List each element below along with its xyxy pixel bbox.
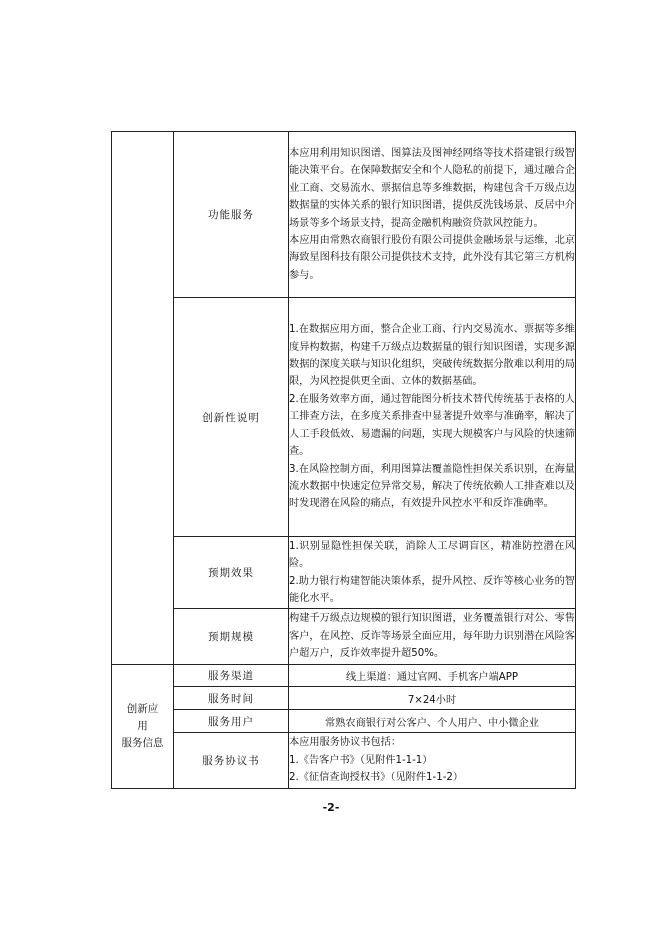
row-service-users <box>112 710 576 733</box>
section-label-line: 创新应 <box>126 703 159 715</box>
list-item: 2.《征信查询授权书》（见附件1-1-2） <box>289 772 464 784</box>
paragraph: 2.助力银行构建智能决策体系，提升风控、反诈等核心业务的智能化水平。 <box>289 575 575 604</box>
service-info-section-label <box>112 665 174 789</box>
innovation-label: 创新性说明 <box>174 298 289 537</box>
service-users-value: 常熟农商银行对公客户、个人用户、中小微企业 <box>289 710 576 733</box>
paragraph: 1.在数据应用方面，整合企业工商、行内交易流水、票据等多维度异构数据，构建千万级点边数据量的银行知识图谱，实现多源数据的深度关联与知识化组织，突破传统数据分散难以利用的局限，为风控提供更全面、立体的数据基础。 <box>289 324 575 388</box>
expected-effect-label: 预期效果 <box>174 537 289 609</box>
service-time-value: 7×24小时 <box>289 687 576 710</box>
service-agreement-label: 服务协议书 <box>174 733 289 789</box>
service-users-label: 服务用户 <box>174 710 289 733</box>
section-label-line: 服务信息 <box>121 737 164 749</box>
service-time-label: 服务时间 <box>174 687 289 710</box>
application-info-table <box>111 131 576 789</box>
paragraph: 本应用利用知识图谱、图算法及图神经网络等技术搭建银行级智能决策平台。在保障数据安全和个人隐私的前提下，通过融合企业工商、交易流水、票据信息等多维数据，构建包含千万级点边数据量的实体关系的银行知识图谱，提供反洗钱场景、反居中介场景等多个场景支持，提高金融机构融资贷款风控能力。 <box>289 147 575 229</box>
paragraph: 1.识别显隐性担保关联，消除人工尽调盲区，精准防控潜在风险。 <box>289 540 575 570</box>
row-service-channel <box>112 665 576 687</box>
paragraph: 2.在服务效率方面，通过智能图分析技术替代传统基于表格的人工排查方法，在多度关系排查中显著提升效率与准确率，解决了人工手段低效、易遗漏的问题，实现大规模客户与风险的快速筛查。 <box>289 393 575 458</box>
row-expected-effect <box>112 537 576 609</box>
expected-effect-content <box>289 537 576 609</box>
row-innovation <box>112 298 576 537</box>
expected-scale-content <box>289 609 576 665</box>
page-number: -2- <box>322 801 340 814</box>
paragraph: 构建千万级点边规模的银行知识图谱，业务覆盖银行对公、零售客户，在风控、反诈等场景全面应用，每年助力识别潜在风险客户超万户，反诈效率提升超50%。 <box>289 613 575 660</box>
function-service-label: 功能服务 <box>174 132 289 298</box>
row-expected-scale <box>112 609 576 665</box>
row-service-agreement <box>112 733 576 789</box>
service-channel-label: 服务渠道 <box>174 665 289 687</box>
blank-section-cell <box>112 132 174 665</box>
list-item: 1.《告客户书》（见附件1-1-1） <box>289 754 433 766</box>
paragraph: 3.在风险控制方面，利用图算法覆盖隐性担保关系识别，在海量流水数据中快速定位异常交易，解决了传统依赖人工排查难以及时发现潜在风险的痛点，有效提升风控水平和反诈准确率。 <box>289 463 575 510</box>
service-channel-value: 线上渠道：通过官网、手机客户端APP <box>289 665 576 687</box>
section-label-line: 用 <box>137 720 148 732</box>
function-service-content <box>289 132 576 298</box>
service-agreement-content <box>289 733 576 789</box>
innovation-content <box>289 298 576 537</box>
paragraph: 本应用服务协议书包括： <box>289 737 402 749</box>
row-function-service <box>112 132 576 298</box>
row-service-time <box>112 687 576 710</box>
expected-scale-label: 预期规模 <box>174 609 289 665</box>
paragraph: 本应用由常熟农商银行股份有限公司提供金融场景与运维，北京海致星图科技有限公司提供技术支持，此外没有其它第三方机构参与。 <box>289 234 575 281</box>
